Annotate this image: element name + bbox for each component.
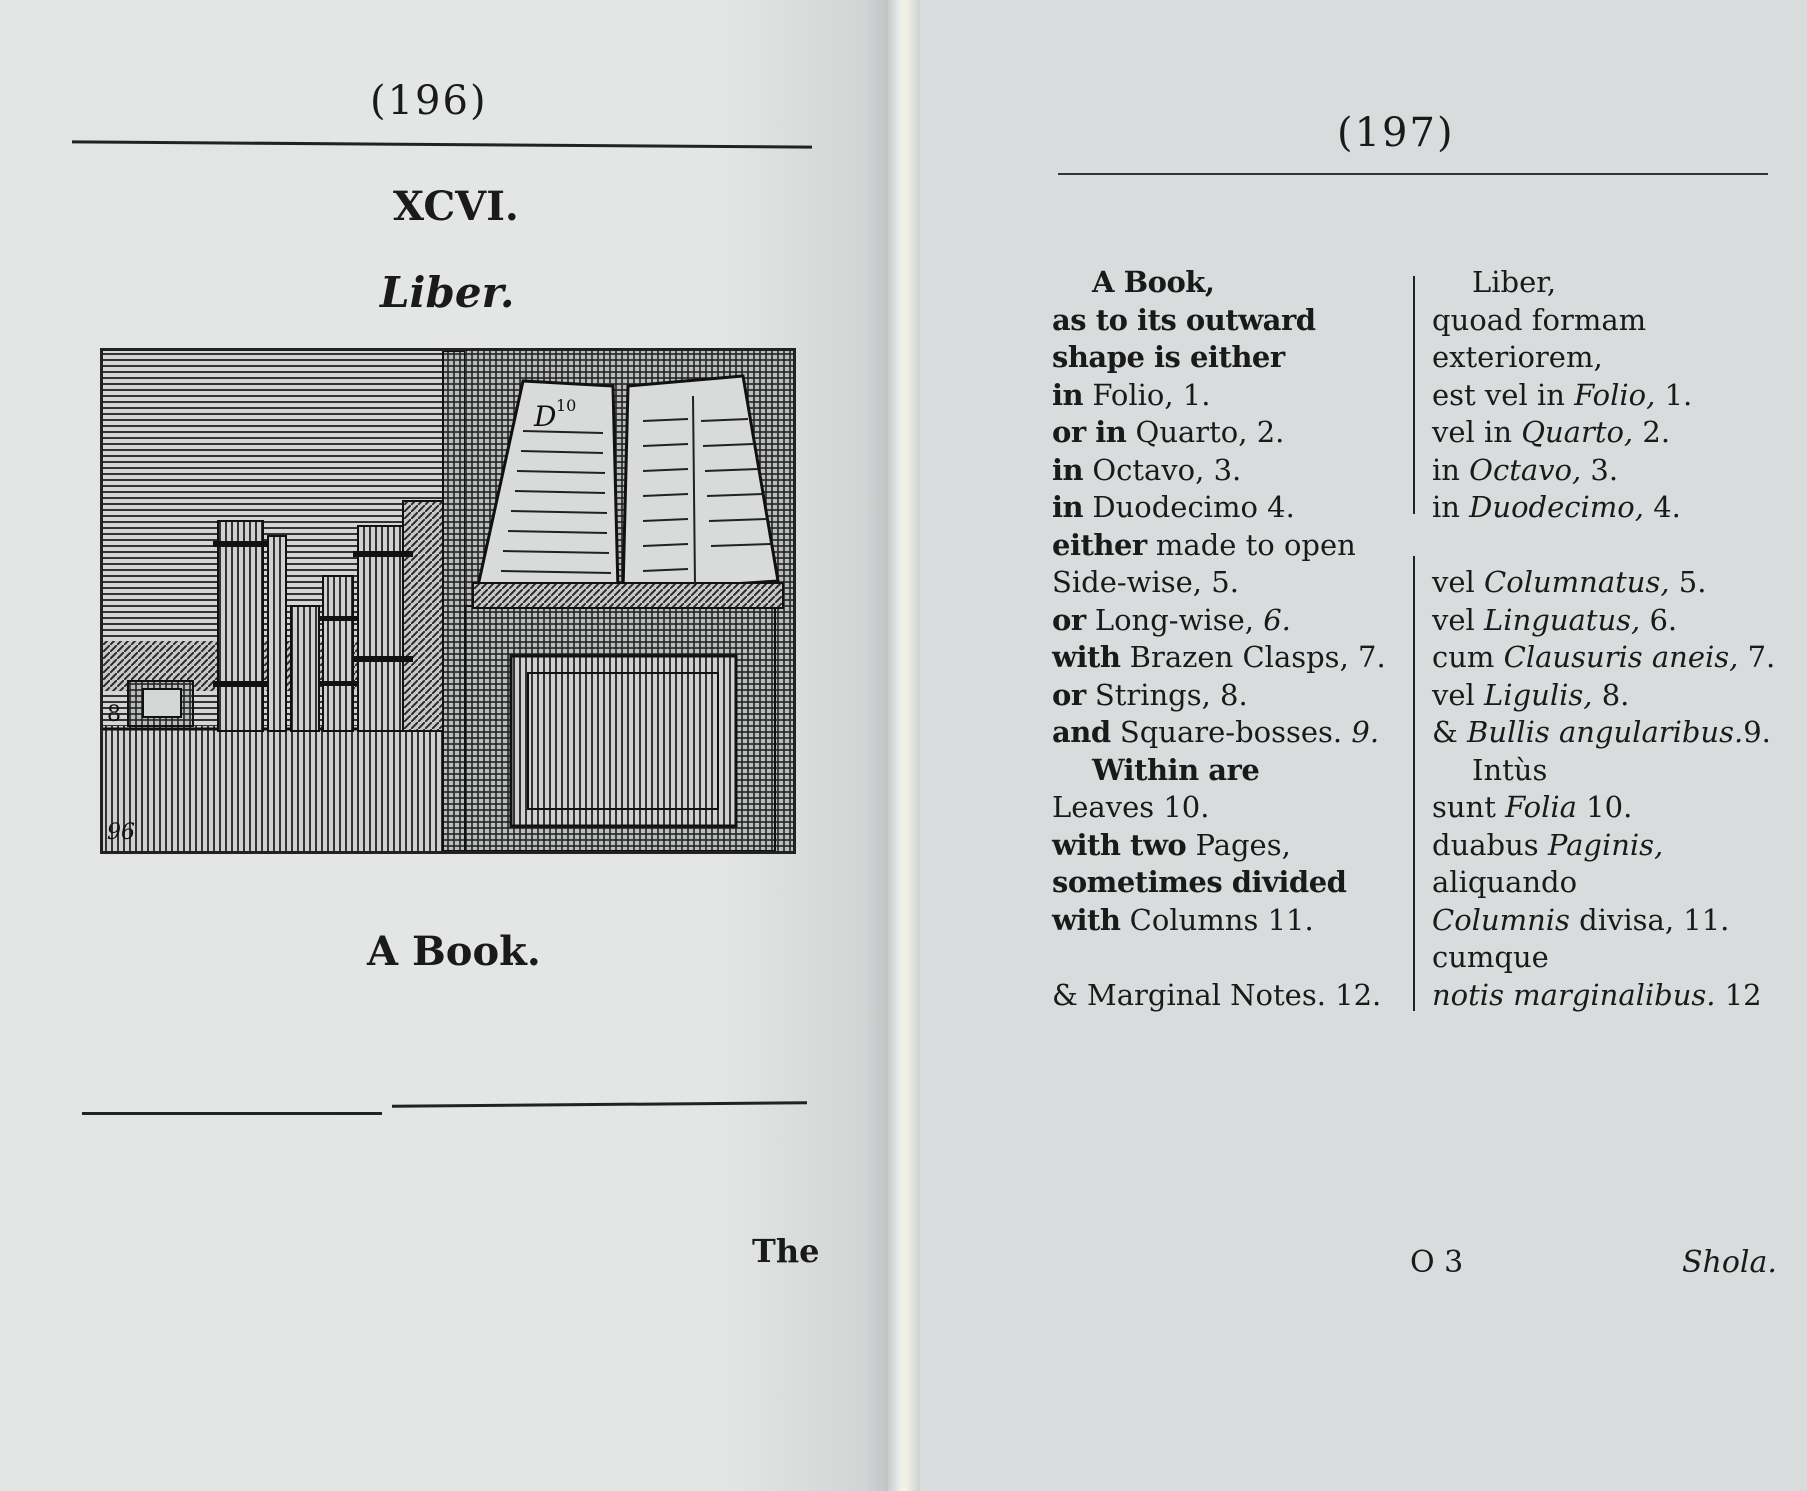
text-segment: A Book,	[1092, 265, 1215, 299]
text-segment: sunt	[1432, 790, 1506, 824]
text-segment: 10.	[1576, 790, 1633, 824]
text-segment: Folio, 1.	[1083, 377, 1211, 412]
text-line	[1052, 602, 1386, 640]
text-line	[1052, 714, 1386, 752]
text-segment: 1.	[1655, 377, 1693, 412]
text-segment: divisa, 11.	[1569, 902, 1730, 937]
text-segment: 6.	[1640, 602, 1678, 637]
text-line	[1052, 414, 1386, 452]
text-segment: 7.	[1738, 640, 1776, 674]
text-segment: Quarto,	[1521, 415, 1634, 449]
text-segment: or in	[1052, 415, 1127, 449]
text-segment: vel	[1432, 677, 1485, 712]
text-line	[1432, 564, 1775, 602]
text-segment: Columns 11.	[1120, 902, 1314, 937]
text-line	[1052, 377, 1386, 415]
text-segment: duabus	[1432, 827, 1548, 862]
text-segment: 8.	[1592, 677, 1630, 712]
text-line	[1432, 302, 1775, 340]
text-segment: 4.	[1643, 490, 1681, 524]
left-catchword: The	[752, 1232, 820, 1270]
text-segment: sometimes divided	[1052, 865, 1347, 899]
text-line	[1052, 639, 1386, 677]
text-segment: Strings, 8.	[1085, 677, 1248, 712]
text-segment: made to open	[1146, 527, 1356, 562]
text-segment: shape is either	[1052, 340, 1285, 374]
text-segment: notis marginalibus.	[1432, 977, 1716, 1012]
text-line	[1432, 939, 1775, 977]
text-line	[1432, 264, 1775, 302]
text-segment: exteriorem,	[1432, 340, 1603, 374]
text-segment: est vel in	[1432, 377, 1575, 412]
text-line	[1432, 452, 1775, 490]
text-line	[1432, 677, 1775, 715]
text-segment: Brazen Clasps, 7.	[1120, 640, 1386, 674]
text-segment: aliquando	[1432, 865, 1578, 899]
text-line	[1052, 677, 1386, 715]
text-line	[1052, 452, 1386, 490]
text-segment: 9.	[1351, 715, 1380, 749]
text-line	[1432, 864, 1775, 902]
text-segment: Paginis,	[1547, 827, 1664, 862]
right-catchword: Shola.	[1682, 1245, 1777, 1280]
text-line	[1432, 752, 1775, 790]
text-segment: Quarto, 2.	[1126, 415, 1285, 449]
text-segment: with two	[1052, 827, 1187, 862]
left-page-number: (196)	[370, 78, 488, 124]
text-segment: in	[1052, 490, 1084, 524]
blank-line	[1432, 527, 1775, 565]
header-rule	[72, 140, 812, 148]
text-segment: Ligulis,	[1484, 677, 1593, 712]
text-line	[1052, 789, 1386, 827]
text-segment: Bullis angularibus.	[1467, 715, 1744, 749]
text-segment: Octavo,	[1469, 452, 1582, 487]
text-segment: Columnatus,	[1484, 565, 1670, 599]
text-segment: Duodecimo,	[1469, 490, 1644, 524]
text-segment: Folio,	[1574, 377, 1656, 412]
left-page	[0, 0, 900, 1491]
text-line	[1052, 564, 1386, 602]
text-segment: Side-wise, 5.	[1052, 565, 1239, 599]
text-segment: in	[1052, 377, 1084, 412]
text-segment: Liber,	[1472, 265, 1557, 299]
text-line	[1052, 902, 1386, 940]
text-line	[1432, 414, 1775, 452]
text-segment: Square-bosses.	[1110, 715, 1352, 749]
text-line	[1052, 864, 1386, 902]
text-segment: 12	[1715, 977, 1762, 1012]
woodcut-label-8: 8	[107, 702, 121, 727]
text-segment: &	[1432, 715, 1468, 749]
text-segment: Clausuris aneis,	[1503, 640, 1739, 674]
text-segment: Within are	[1092, 752, 1260, 787]
right-page-number: (197)	[1337, 110, 1455, 156]
footer-rule-left	[82, 1112, 382, 1115]
woodcut-svg	[103, 351, 793, 851]
text-segment: Duodecimo 4.	[1083, 490, 1295, 524]
text-segment: or	[1052, 677, 1086, 712]
text-line	[1432, 639, 1775, 677]
blank-line	[1052, 939, 1386, 977]
text-segment: with	[1052, 640, 1121, 674]
text-segment: Pages,	[1186, 827, 1291, 862]
text-segment: with	[1052, 902, 1121, 937]
text-segment: 6.	[1263, 602, 1291, 637]
text-segment: cum	[1432, 640, 1504, 674]
woodcut-label-10: 10	[556, 396, 577, 415]
text-line	[1432, 902, 1775, 940]
text-line	[1052, 527, 1386, 565]
text-segment: 3.	[1581, 452, 1619, 487]
column-divider-lower	[1413, 556, 1415, 1011]
text-line	[1432, 789, 1775, 827]
text-segment: vel	[1432, 565, 1485, 599]
text-segment: 5.	[1669, 565, 1707, 599]
latin-title: Liber.	[380, 268, 515, 317]
english-column	[1052, 264, 1386, 1014]
text-segment: either	[1052, 527, 1147, 562]
text-segment: 9.	[1743, 715, 1771, 749]
text-line	[1432, 489, 1775, 527]
text-line	[1432, 339, 1775, 377]
text-segment: as to its outward	[1052, 302, 1316, 337]
text-segment: in	[1432, 452, 1470, 487]
text-line	[1432, 977, 1775, 1015]
text-segment: in	[1432, 490, 1470, 524]
right-header-rule	[1058, 173, 1768, 175]
text-line	[1052, 264, 1386, 302]
text-segment: vel in	[1432, 415, 1522, 449]
text-segment: & Marginal Notes. 12.	[1052, 977, 1382, 1012]
text-segment: or	[1052, 602, 1086, 637]
woodcut-plate-number: 96	[107, 820, 135, 845]
text-line	[1052, 977, 1386, 1015]
text-line	[1432, 827, 1775, 865]
text-segment: Folia	[1505, 790, 1577, 824]
text-line	[1052, 302, 1386, 340]
text-segment: Columnis	[1432, 902, 1570, 937]
text-segment: cumque	[1432, 940, 1549, 974]
footer-rule-right	[392, 1101, 807, 1108]
text-line	[1052, 752, 1386, 790]
text-segment: Intùs	[1472, 752, 1548, 787]
text-segment: and	[1052, 715, 1111, 749]
woodcut-label-d: D	[534, 400, 557, 433]
text-segment: Leaves 10.	[1052, 790, 1210, 824]
chapter-number: XCVI.	[393, 183, 519, 230]
text-line	[1432, 377, 1775, 415]
text-segment: Linguatus,	[1484, 602, 1641, 637]
signature-mark: O 3	[1410, 1245, 1464, 1280]
right-page	[905, 0, 1807, 1491]
woodcut-illustration	[100, 348, 796, 854]
text-line	[1052, 489, 1386, 527]
column-divider-upper	[1413, 276, 1415, 514]
text-segment: 2.	[1633, 415, 1671, 449]
text-line	[1432, 714, 1775, 752]
text-line	[1432, 602, 1775, 640]
english-title: A Book.	[367, 928, 541, 975]
text-segment: quoad formam	[1432, 302, 1647, 337]
text-line	[1052, 827, 1386, 865]
latin-column	[1432, 264, 1775, 1014]
text-segment: vel	[1432, 602, 1485, 637]
text-segment: in	[1052, 452, 1084, 487]
text-segment: Long-wise,	[1085, 602, 1264, 637]
text-line	[1052, 339, 1386, 377]
text-segment: Octavo, 3.	[1083, 452, 1242, 487]
